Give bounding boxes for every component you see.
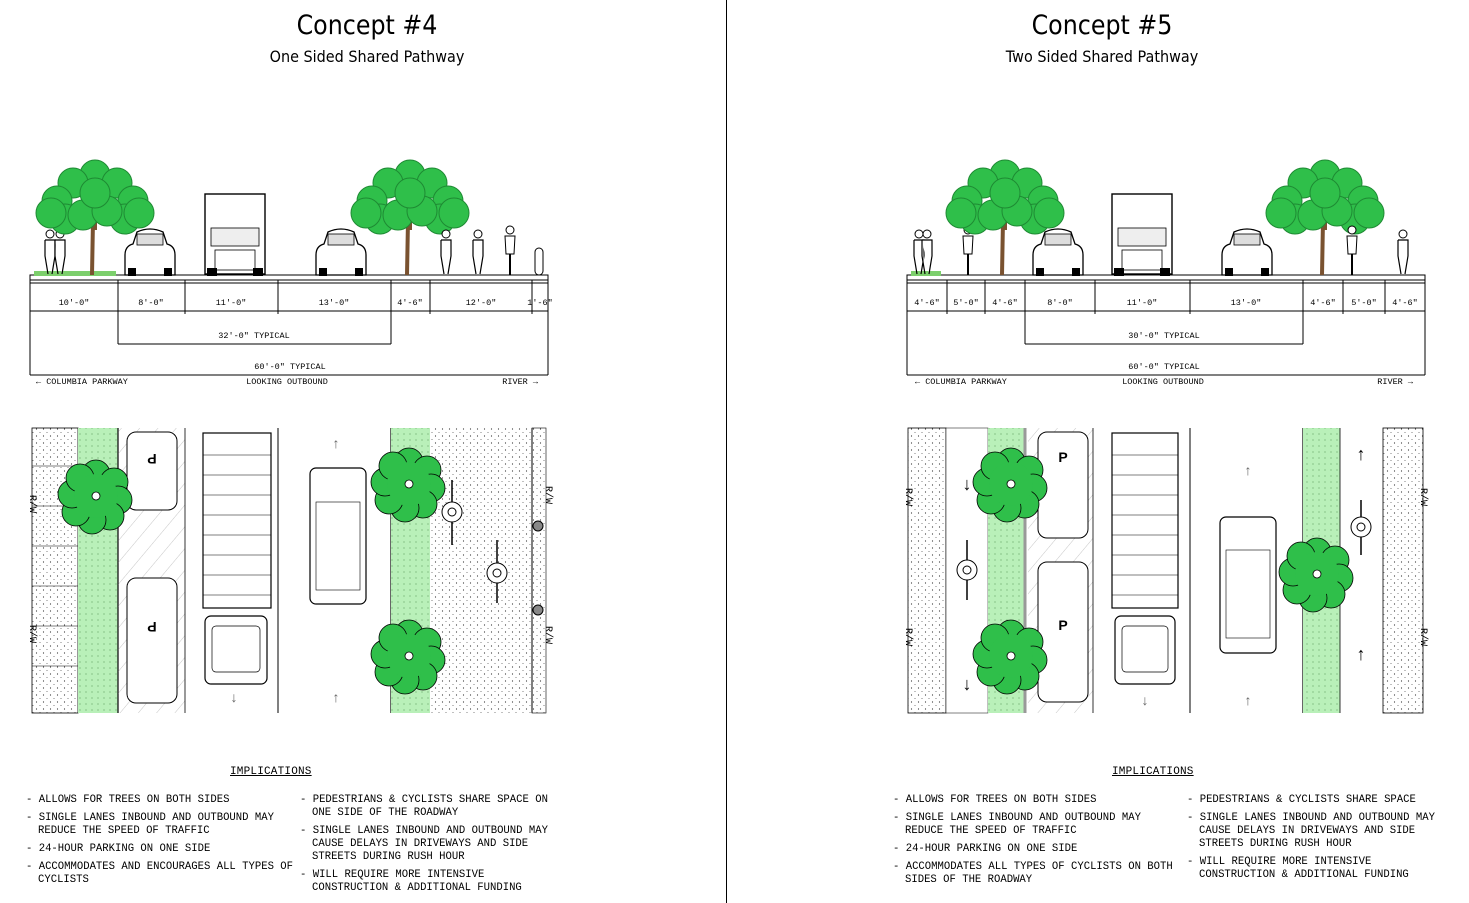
dim-label: 4'-6" — [1392, 298, 1418, 308]
implication-item: - WILL REQUIRE MORE INTENSIVE CONSTRUCTION & ADDITIONAL FUNDING — [300, 869, 522, 894]
right-direction-label: RIVER → — [502, 377, 538, 387]
left-direction-label: ← COLUMBIA PARKWAY — [915, 377, 1007, 387]
implication-item: - SINGLE LANES INBOUND AND OUTBOUND MAY CAUSE DELAYS IN DRIVEWAYS AND SIDE STREETS DURING RUSH HOUR — [1187, 812, 1442, 850]
row-label: R/W — [902, 628, 913, 647]
pedestrian-icon — [441, 230, 451, 274]
cross-section-diagram — [0, 130, 734, 395]
dim-label: 8'-0" — [138, 298, 164, 308]
arrow-icon: ↑ — [332, 689, 340, 705]
dim-label: 13'-0" — [318, 298, 350, 308]
row-label: R/W — [902, 488, 913, 507]
dim-label: 13'-0" — [1230, 298, 1262, 308]
pedestrian-icon — [55, 230, 65, 274]
parking-mark: P — [1058, 617, 1068, 633]
truck-icon — [1112, 194, 1172, 276]
typical-outer-label: 60'-0" TYPICAL — [254, 362, 326, 372]
implications-right-list — [1187, 794, 1449, 887]
center-direction-label: LOOKING OUTBOUND — [1122, 377, 1204, 387]
concept-subtitle: One Sided Shared Pathway — [269, 47, 465, 66]
row-label: R/W — [1417, 488, 1428, 507]
implication-item: - ACCOMMODATES AND ENCOURAGES ALL TYPES OF CYCLISTS — [26, 861, 300, 886]
implication-item: - PEDESTRIANS & CYCLISTS SHARE SPACE ON ONE SIDE OF THE ROADWAY — [300, 794, 555, 819]
arrow-icon: ↑ — [1244, 462, 1252, 478]
implication-item: - SINGLE LANES INBOUND AND OUTBOUND MAY REDUCE THE SPEED OF TRAFFIC — [26, 812, 281, 837]
concept-5-panel — [735, 0, 1469, 903]
arrow-icon: ↓ — [230, 689, 238, 705]
implication-item: - ALLOWS FOR TREES ON BOTH SIDES — [26, 794, 230, 806]
pedestrian-icon — [1398, 230, 1408, 274]
implication-item: - PEDESTRIANS & CYCLISTS SHARE SPACE — [1187, 794, 1416, 806]
dim-label: 4'-6" — [1310, 298, 1336, 308]
arrow-icon: ↓ — [1141, 692, 1149, 708]
plan-view-diagram — [0, 420, 734, 720]
dim-label: 1'-6" — [527, 298, 553, 308]
dim-label: 12'-0" — [465, 298, 497, 308]
right-direction-label: RIVER → — [1377, 377, 1413, 387]
left-direction-label: ← COLUMBIA PARKWAY — [36, 377, 128, 387]
row-label: R/W — [542, 626, 553, 645]
implication-item: - 24-HOUR PARKING ON ONE SIDE — [26, 843, 211, 855]
concept-4-panel — [0, 0, 734, 903]
cyclist-icon — [1351, 500, 1371, 555]
implication-item: - SINGLE LANES INBOUND AND OUTBOUND MAY CAUSE DELAYS IN DRIVEWAYS AND SIDE STREETS DURING RUSH HOUR — [300, 825, 555, 863]
dim-label: 5'-0" — [1351, 298, 1377, 308]
plan-view-diagram — [735, 420, 1469, 720]
car-icon — [316, 229, 366, 276]
typical-inner-label: 30'-0" TYPICAL — [1128, 331, 1200, 341]
pedestrian-icon — [45, 230, 55, 274]
implications-left-list — [893, 794, 1180, 892]
arrow-icon: ↑ — [1356, 444, 1366, 464]
implications-right-list — [300, 794, 562, 900]
tree-icon — [1266, 160, 1384, 275]
row-label: R/W — [542, 486, 553, 505]
implications-heading: IMPLICATIONS — [230, 766, 312, 778]
parking-mark: P — [147, 619, 157, 635]
tree-icon — [58, 460, 132, 534]
concept-title: Concept #5 — [1031, 10, 1173, 41]
implication-item: - ALLOWS FOR TREES ON BOTH SIDES — [893, 794, 1097, 806]
typical-outer-label: 60'-0" TYPICAL — [1128, 362, 1200, 372]
tree-icon — [371, 620, 445, 694]
ticks — [30, 280, 548, 375]
arrow-icon: ↑ — [1356, 644, 1366, 664]
parking-mark: P — [147, 451, 157, 467]
tree-icon — [371, 448, 445, 522]
cyclist-icon — [505, 226, 515, 275]
pedestrian-icon — [473, 230, 483, 274]
implications-left-list — [26, 794, 300, 892]
arrow-icon: ↑ — [1244, 692, 1252, 708]
dim-label: 4'-6" — [992, 298, 1018, 308]
row-label: R/W — [26, 495, 37, 514]
dim-label: 4'-6" — [914, 298, 940, 308]
implications-heading: IMPLICATIONS — [1112, 766, 1194, 778]
tree-icon — [973, 448, 1047, 522]
row-label: R/W — [1417, 628, 1428, 647]
concept-subtitle: Two Sided Shared Pathway — [1005, 47, 1199, 66]
street-elements — [30, 160, 548, 280]
dim-label: 8'-0" — [1047, 298, 1073, 308]
arrow-icon: ↓ — [962, 674, 972, 694]
row-label: R/W — [26, 625, 37, 644]
truck-icon — [205, 194, 265, 276]
arrow-icon: ↑ — [332, 435, 340, 451]
implication-item: - WILL REQUIRE MORE INTENSIVE CONSTRUCTION & ADDITIONAL FUNDING — [1187, 856, 1409, 881]
dim-label: 5'-0" — [953, 298, 979, 308]
car-icon — [1033, 229, 1083, 276]
tree-icon — [1279, 538, 1353, 612]
dim-label: 11'-0" — [215, 298, 247, 308]
implication-item: - ACCOMMODATES ALL TYPES OF CYCLISTS ON BOTH SIDES OF THE ROADWAY — [893, 861, 1180, 886]
dim-label: 4'-6" — [397, 298, 423, 308]
arrow-icon: ↓ — [962, 474, 972, 494]
parking-mark: P — [1058, 449, 1068, 465]
cross-section-diagram — [735, 130, 1469, 395]
car-icon — [125, 229, 175, 276]
implication-item: - 24-HOUR PARKING ON ONE SIDE — [893, 843, 1078, 855]
tree-icon — [973, 620, 1047, 694]
dim-label: 10'-0" — [58, 298, 90, 308]
concept-title: Concept #4 — [296, 10, 438, 41]
center-direction-label: LOOKING OUTBOUND — [246, 377, 328, 387]
typical-inner-label: 32'-0" TYPICAL — [218, 331, 290, 341]
car-icon — [1222, 229, 1272, 276]
implication-item: - SINGLE LANES INBOUND AND OUTBOUND MAY REDUCE THE SPEED OF TRAFFIC — [893, 812, 1148, 837]
street-elements — [907, 160, 1425, 280]
dim-label: 11'-0" — [1126, 298, 1158, 308]
